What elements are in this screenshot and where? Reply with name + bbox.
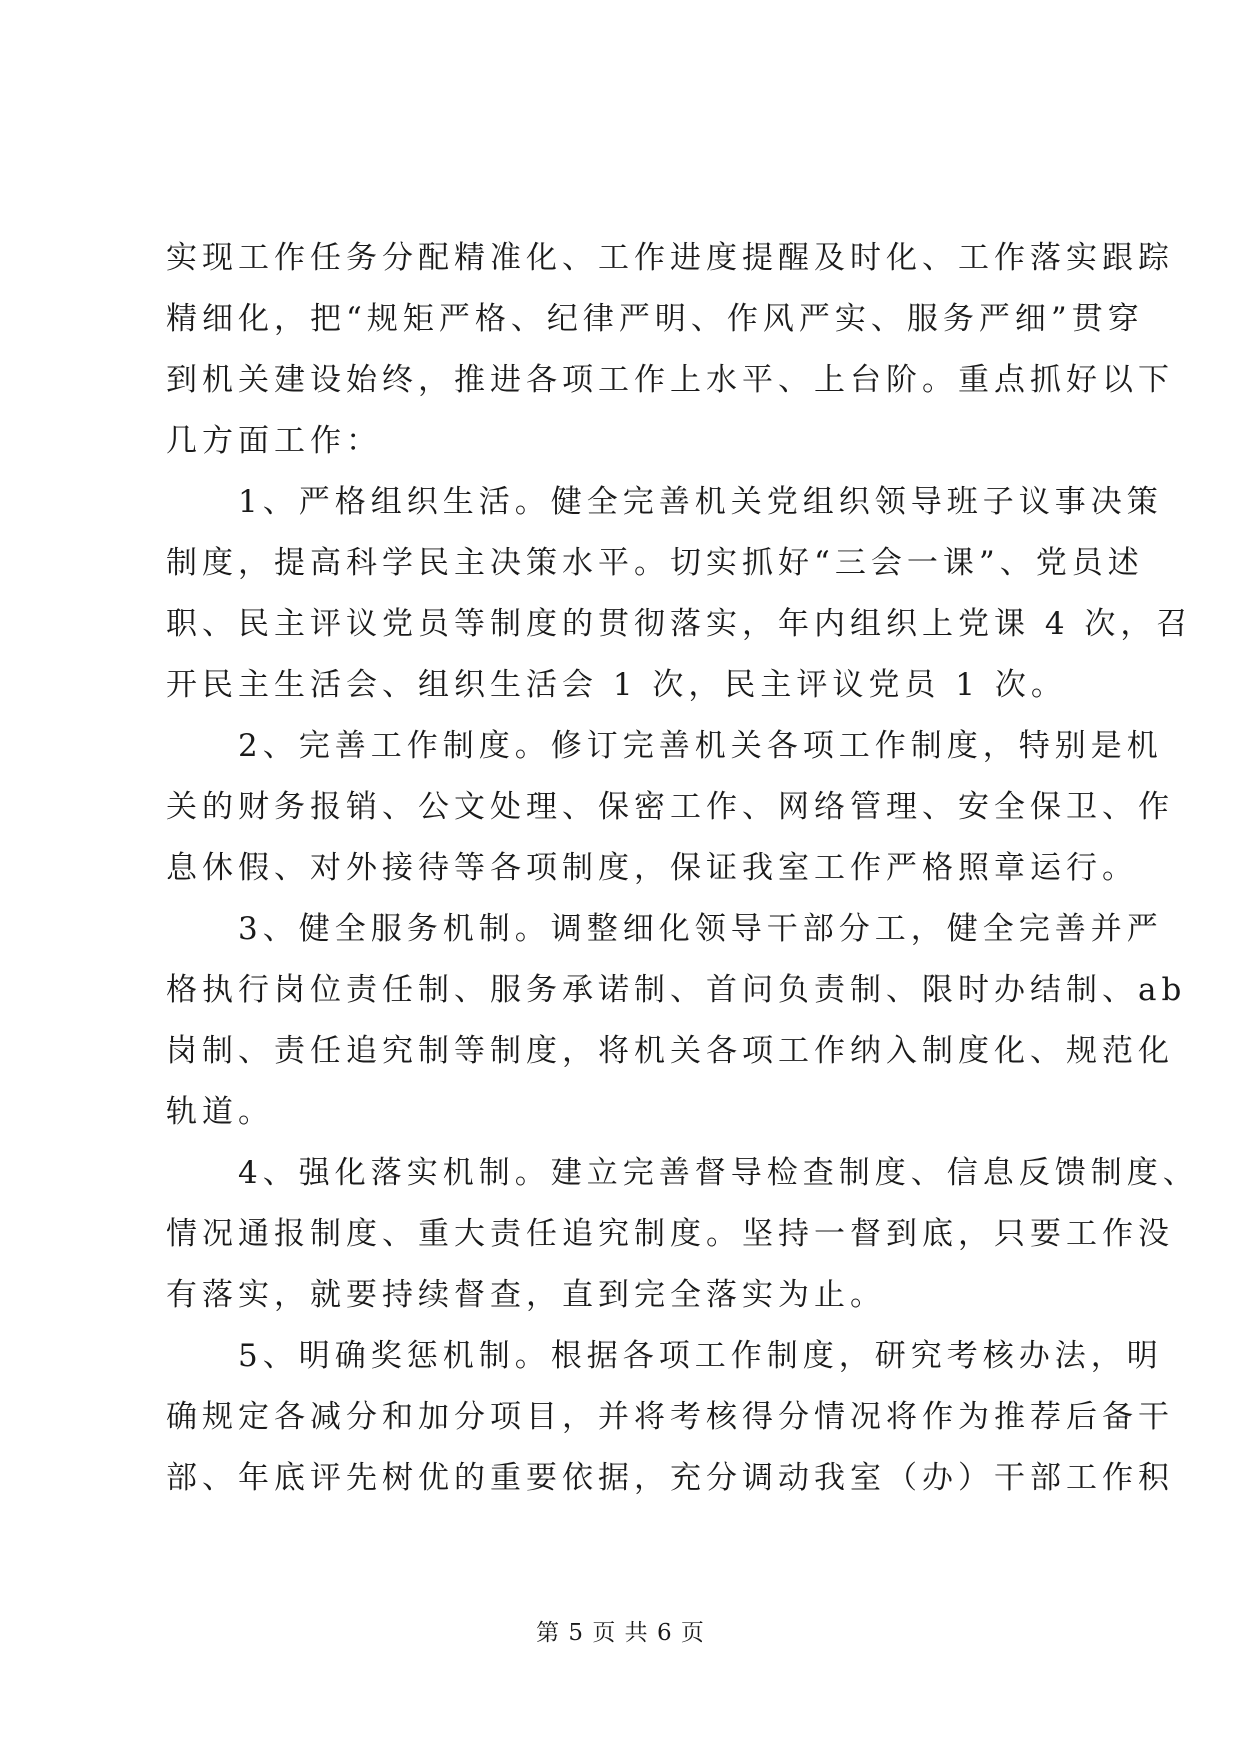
- text-line-15: 轨道。: [166, 1094, 274, 1130]
- text-line-6: 制度，提高科学民主决策水平。切实抓好“三会一课”、党员述: [166, 545, 1144, 581]
- text-line-11: 息休假、对外接待等各项制度，保证我室工作严格照章运行。: [166, 850, 1138, 886]
- text-line-19: 5、明确奖惩机制。根据各项工作制度，研究考核办法，明: [166, 1338, 1163, 1374]
- text-line-13: 格执行岗位责任制、服务承诺制、首问负责制、限时办结制、ab: [166, 972, 1187, 1008]
- text-line-16: 4、强化落实机制。建立完善督导检查制度、信息反馈制度、: [166, 1155, 1199, 1191]
- text-line-21: 部、年底评先树优的重要依据，充分调动我室（办）干部工作积: [166, 1460, 1174, 1496]
- text-line-8: 开民主生活会、组织生活会 1 次，民主评议党员 1 次。: [166, 667, 1067, 703]
- text-line-4: 几方面工作：: [166, 423, 382, 459]
- text-line-17: 情况通报制度、重大责任追究制度。坚持一督到底，只要工作没: [166, 1216, 1174, 1252]
- text-line-18: 有落实，就要持续督查，直到完全落实为止。: [166, 1277, 886, 1313]
- text-line-12: 3、健全服务机制。调整细化领导干部分工，健全完善并严: [166, 911, 1163, 947]
- text-line-1: 实现工作任务分配精准化、工作进度提醒及时化、工作落实跟踪: [166, 240, 1174, 276]
- page-number-footer: 第 5 页 共 6 页: [536, 1620, 705, 1646]
- text-line-20: 确规定各减分和加分项目，并将考核得分情况将作为推荐后备干: [166, 1399, 1174, 1435]
- text-line-2: 精细化，把“规矩严格、纪律严明、作风严实、服务严细”贯穿: [166, 301, 1144, 337]
- text-line-9: 2、完善工作制度。修订完善机关各项工作制度，特别是机: [166, 728, 1163, 764]
- text-line-10: 关的财务报销、公文处理、保密工作、网络管理、安全保卫、作: [166, 789, 1174, 825]
- text-line-3: 到机关建设始终，推进各项工作上水平、上台阶。重点抓好以下: [166, 362, 1174, 398]
- text-line-5: 1、严格组织生活。健全完善机关党组织领导班子议事决策: [166, 484, 1163, 520]
- text-line-7: 职、民主评议党员等制度的贯彻落实，年内组织上党课 4 次，召: [166, 606, 1193, 642]
- body-text: [166, 228, 1199, 1509]
- text-line-14: 岗制、责任追究制等制度，将机关各项工作纳入制度化、规范化: [166, 1033, 1174, 1069]
